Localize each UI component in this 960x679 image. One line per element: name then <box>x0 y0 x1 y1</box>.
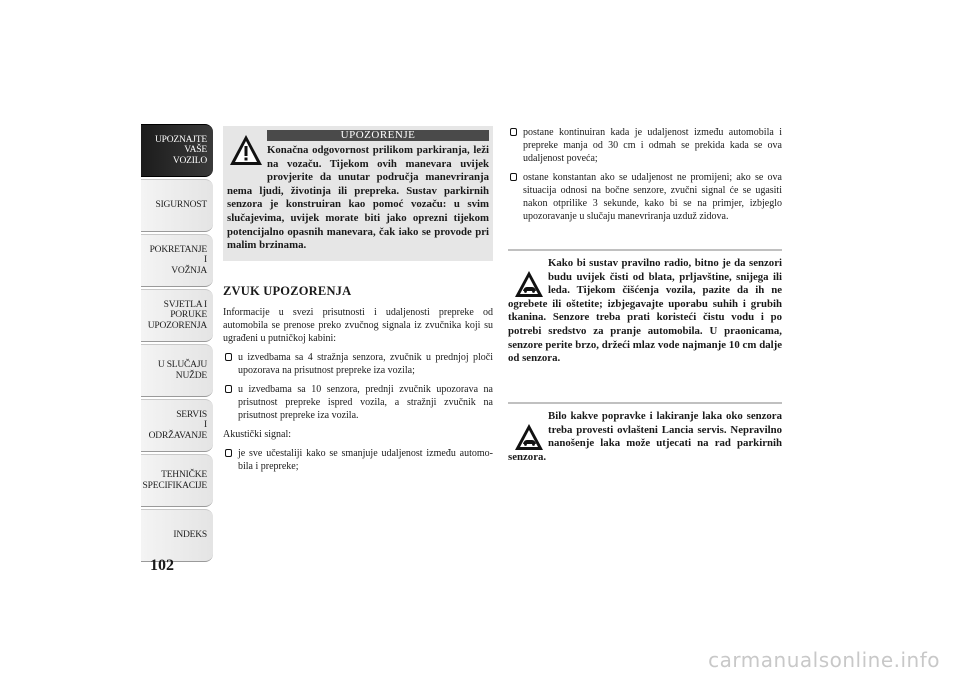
list-item <box>223 351 493 377</box>
caution-note <box>508 402 782 464</box>
watermark: carmanualsonline.info <box>708 648 940 672</box>
page-number: 102 <box>150 557 174 574</box>
caution-note <box>508 249 782 366</box>
checkbox-bullet-icon <box>225 449 232 457</box>
list-item-text: je sve učestaliji kako se smanjuje udaljenost između automo- bila i prepreke; <box>238 448 493 472</box>
tab-indeks[interactable] <box>141 509 213 562</box>
section-title: ZVUK UPOZORENJA <box>223 284 352 298</box>
checkbox-bullet-icon <box>225 385 232 393</box>
tab-svjetla-i-poruke[interactable] <box>141 289 213 342</box>
list-item <box>223 447 493 473</box>
list-item <box>223 383 493 422</box>
tab-sigurnost[interactable] <box>141 179 213 232</box>
checkbox-bullet-icon <box>510 128 517 136</box>
tab-label: U SLUČAJU NUŽDE <box>157 360 207 381</box>
caution-note-text: Bilo kakve popravke i lakiranje laka oko senzora treba provesti ovlašteni Lancia servis. Nepravilno nanošenje laka može utjecati na rad parkirnih senzora. <box>508 410 782 463</box>
list-item-text: postane kontinuiran kada je udaljenost između automobila i prepreke manja od 30 cm i odmah se prekida kada se ova udaljenost poveća; <box>523 127 782 164</box>
list-item-text: ostane konstantan ako se udaljenost ne promijeni; ako se ova situacija odnosi na bočne senzore, zvučni signal će se ugasiti nakon otprilike 3 sekunde, kako bi se na primjer, izbjeglo upozoravanje u slučaju manevriranja uzduž zidova. <box>523 172 782 222</box>
checkbox-bullet-icon <box>225 353 232 361</box>
tab-label: TEHNIČKE SPECIFIKACIJE <box>142 470 207 491</box>
warning-box <box>223 126 493 261</box>
tab-tehnicke-specifikacije[interactable] <box>141 454 213 507</box>
left-column <box>223 306 493 479</box>
warning-triangle-icon <box>228 132 264 168</box>
tab-u-slucaju-nuzde[interactable] <box>141 344 213 397</box>
warning-text: Konačna odgovornost prilikom parkiranja, leži na vozaču. Tijekom ovih manevara uvijek provjerite da unutar područja manevriranja nema ljudi, životinja ili prepreka. Sustav parkirnih senzora je konstruiran kao pomoć vozaču: u svim slučajevima, uvijek morate biti jako oprezni tijekom potencijalno opasnih manevara, čak iako se provode pri malim brzinama. <box>227 144 489 252</box>
tab-servis-i-odrzavanje[interactable] <box>141 399 213 452</box>
tab-label: POKRETANJE I VOŽNJA <box>149 244 207 276</box>
list-item <box>508 126 782 165</box>
caution-note-text: Kako bi sustav pravilno radio, bitno je da senzori budu uvijek čisti od blata, prljavštine, snijega ili leda. Tijekom čišćenja vozila, pazite da ih ne ogrebete ili oštetite; izbjegavajte uporabu suhih i grubih tkanina. Senzore treba prati koristeći čistu vodu i po potrebi sredstvo za pranje automobila. U praonicama, senzore perite brzo, držeći mlaz vode najmanje 10 cm dalje od senzora. <box>508 257 782 365</box>
tab-upoznajte-vase-vozilo[interactable] <box>141 124 213 177</box>
right-column <box>508 126 782 229</box>
tab-label: SERVIS I ODRŽAVANJE <box>148 409 207 441</box>
tab-label: SIGURNOST <box>155 200 207 211</box>
list-item-text: u izvedbama sa 10 senzora, prednji zvučnik upozorava na prisutnost prepreke ispred vozila, a stražnji zvučnik na prisutnost prepreke iza vozila. <box>238 384 493 421</box>
intro-paragraph: Informacije u svezi prisutnosti i udaljenosti prepreke od automobila se prenose preko zvučnog signala iz zvučnika koji su ugrađeni u putničkoj kabini: <box>223 307 493 344</box>
warning-text-block <box>227 130 489 253</box>
warning-header: UPOZORENJE <box>267 130 489 141</box>
tab-label: SVJETLA I PORUKE UPOZORENJA <box>147 299 207 331</box>
tab-pokretanje-i-voznja[interactable] <box>141 234 213 287</box>
car-caution-icon <box>514 422 544 452</box>
car-caution-icon <box>514 269 544 299</box>
list-item-text: u izvedbama sa 4 stražnja senzora, zvučnik u prednjoj ploči upozorava na prisutnost prepreke iza vozila; <box>238 352 493 376</box>
tab-label: INDEKS <box>173 530 207 541</box>
tab-label: UPOZNAJTE VAŠE VOZILO <box>154 134 207 166</box>
chapter-sidebar <box>141 124 213 564</box>
checkbox-bullet-icon <box>510 173 517 181</box>
list-item <box>508 171 782 223</box>
acoustic-label: Akustički signal: <box>223 429 292 440</box>
